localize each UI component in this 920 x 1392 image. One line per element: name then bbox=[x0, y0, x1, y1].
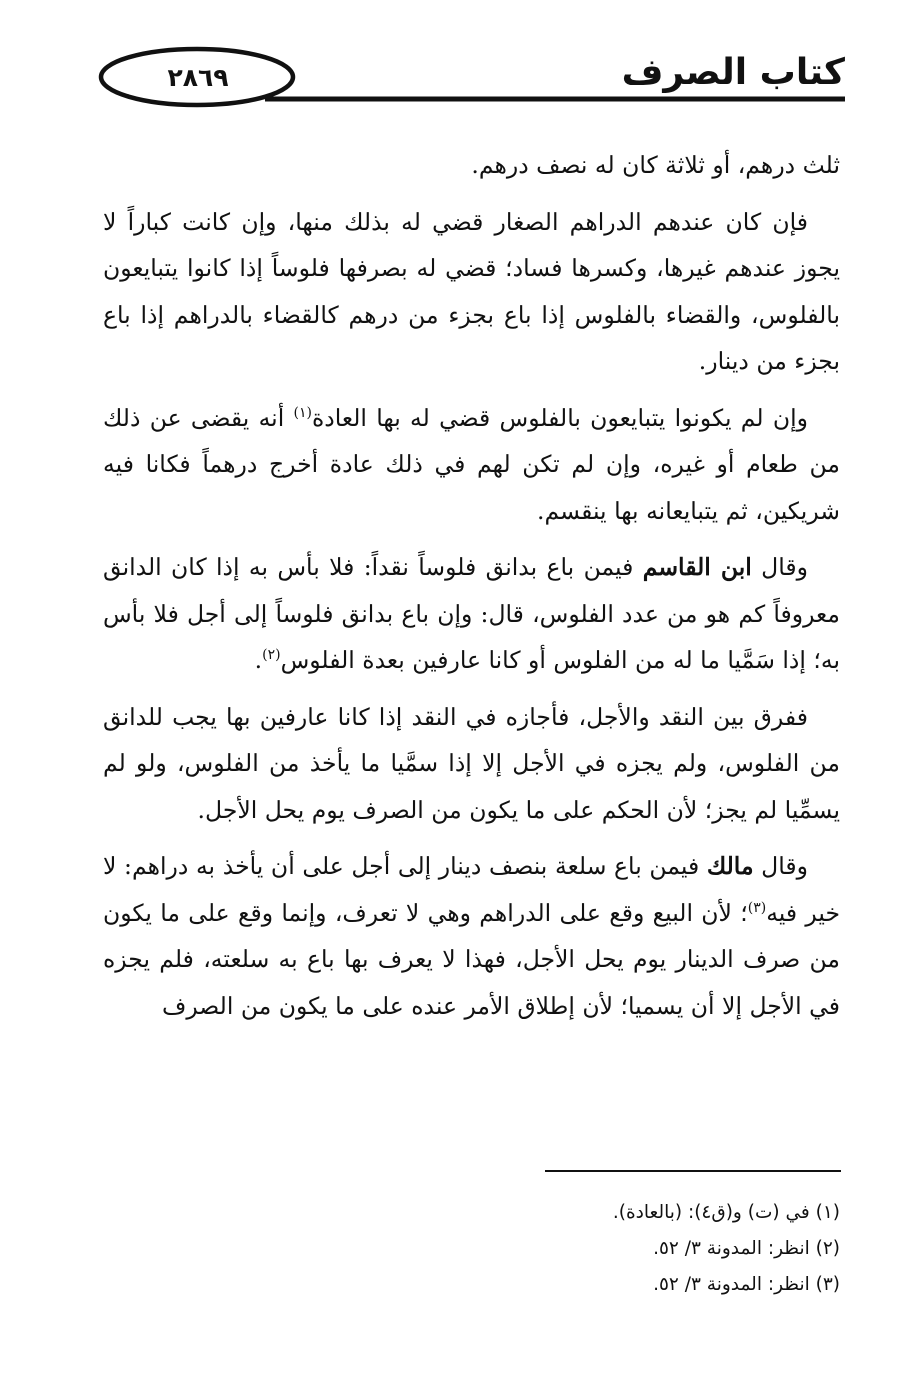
paragraph-4-text-b: فيمن باع بدانق فلوساً نقداً: فلا بأس به إذا كان الدانق معروفاً كم هو من عدد الفلوس، قال: وإن باع بدانق فلوساً إلى أجل فلا بأس به؛ إذا سَمَّيا ما له من الفلوس أو كانا عارفين بعدة الفلوس bbox=[103, 553, 840, 674]
paragraph-3-text-a: وإن لم يكونوا يتبايعون بالفلوس قضي له بها العادة bbox=[311, 403, 808, 432]
footnotes bbox=[103, 1195, 840, 1303]
paragraph-6-text-c: ؛ لأن البيع وقع على الدراهم وهي لا تعرف، وإنما وقع على ما يكون من صرف الدينار يوم يحل الأجل، فهذا لا يعرف بها باع به سلعته، فلم يجزه في الأجل إلا أن يسميا؛ لأن إطلاق الأمر عنده على ما يكون من الصرف bbox=[103, 898, 840, 1020]
main-text bbox=[103, 142, 840, 1039]
footnote-separator bbox=[545, 1170, 841, 1172]
book-title: كتاب الصرف bbox=[621, 52, 845, 93]
paragraph-5: ففرق بين النقد والأجل، فأجازه في النقد إذا كانا عارفين بها يجب للدانق من الفلوس، ولم يجزه في الأجل إلا إذا سمَّيا ما يأخذ من الفلوس، ولو لم يسمِّيا لم يجز؛ لأن الحكم على ما يكون من الصرف يوم يحل الأجل. bbox=[103, 702, 840, 824]
footnote-ref-1: (١) bbox=[293, 404, 312, 421]
footnote-ref-2: (٢) bbox=[262, 647, 281, 664]
footnote-3: (٣) انظر: المدونة ٣/ ٥٢. bbox=[653, 1274, 840, 1295]
page-number: ٢٨٦٩ bbox=[167, 63, 229, 92]
paragraph-3-text-b: أنه يقضى عن ذلك من طعام أو غيره، وإن لم تكن لهم في ذلك عادة أخرج درهماً فكانا فيه شريكين، ثم يتبايعانه بها ينقسم. bbox=[103, 403, 840, 525]
paragraph-3 bbox=[103, 395, 840, 535]
paragraph-4-text-c: . bbox=[254, 646, 263, 674]
footnote-2: (٢) انظر: المدونة ٣/ ٥٢. bbox=[653, 1238, 840, 1259]
paragraph-6-text-b: فيمن باع سلعة بنصف دينار إلى أجل على أن يأخذ به دراهم: لا خير فيه bbox=[103, 852, 841, 927]
paragraph-4-text-a: وقال bbox=[751, 553, 808, 581]
page-header bbox=[95, 45, 845, 115]
paragraph-4 bbox=[103, 544, 840, 684]
scholar-name-ibn-al-qasim: ابن القاسم bbox=[642, 553, 752, 581]
paragraph-6 bbox=[103, 843, 840, 1029]
paragraph-1: ثلث درهم، أو ثلاثة كان له نصف درهم. bbox=[471, 151, 840, 179]
footnote-1: (١) في (ت) و(ق٤): (بالعادة). bbox=[612, 1202, 840, 1223]
paragraph-6-text-a: وقال bbox=[753, 852, 808, 880]
scholar-name-malik: مالك bbox=[706, 852, 754, 880]
footnote-ref-3: (٣) bbox=[747, 899, 767, 916]
paragraph-2: فإن كان عندهم الدراهم الصغار قضي له بذلك منها، وإن كانت كباراً لا يجوز عندهم غيرها، وكسرها فساد؛ قضي له بصرفها فلوساً إذا كانوا يتبايعون بالفلوس، والقضاء بالفلوس إذا باع بجزء من درهم كالقضاء بالدراهم إذا باع بجزء من دينار. bbox=[103, 207, 840, 375]
